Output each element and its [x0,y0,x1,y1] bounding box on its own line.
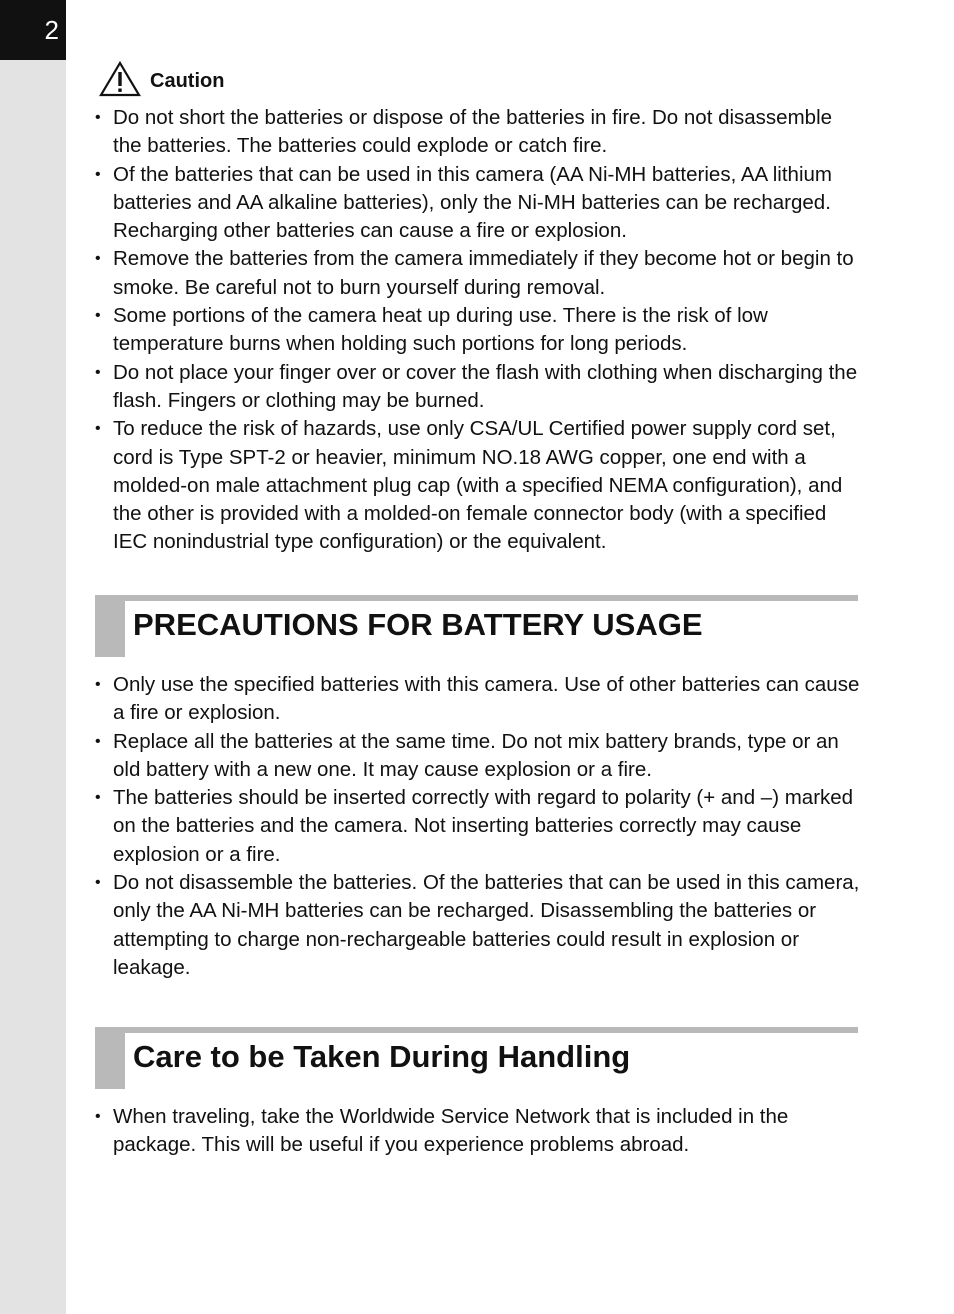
list-item: • The batteries should be inserted correctly with regard to polarity (+ and –) marked on the batteries and the camera. Not inserting batteries correctly may cause explosion or a fire. [95,784,865,869]
handling-list [95,1103,865,1160]
section-title: PRECAUTIONS FOR BATTERY USAGE [133,607,703,642]
list-item: • To reduce the risk of hazards, use only CSA/UL Certified power supply cord set, cord is Type SPT-2 or heavier, minimum NO.18 AWG copper, one end with a molded-on male attachment plug cap (with a specified NEMA configuration), and the other is provided with a molded-on female connector body (with a specified IEC nonindustrial type configuration) or the equivalent. [95,415,865,556]
warning-triangle-icon [99,61,141,97]
side-strip [0,0,66,1314]
list-item: • Do not disassemble the batteries. Of the batteries that can be used in this camera, only the AA Ni-MH batteries can be recharged. Disassembling the batteries or attempting to charge non-rechargeable batteries could result in explosion or leakage. [95,869,865,982]
list-item: • Do not short the batteries or dispose of the batteries in fire. Do not disassemble the batteries. The batteries could explode or catch fire. [95,104,865,161]
list-item: • Some portions of the camera heat up during use. There is the risk of low temperature burns when holding such portions for long periods. [95,302,865,359]
handling-section-header [95,1027,858,1089]
section-rule [125,595,858,601]
battery-list [95,671,865,982]
list-item: • Of the batteries that can be used in this camera (AA Ni-MH batteries, AA lithium batteries and AA alkaline batteries), only the Ni-MH batteries can be recharged. Recharging other batteries can cause a fire or explosion. [95,161,865,246]
section-marker [95,1027,125,1089]
battery-section-header [95,595,858,657]
caution-list [95,104,865,557]
page-number: 2 [0,0,66,60]
section-marker [95,595,125,657]
section-title: Care to be Taken During Handling [133,1039,631,1074]
list-item: • Replace all the batteries at the same time. Do not mix battery brands, type or an old battery with a new one. It may cause explosion or a fire. [95,728,865,785]
list-item: • When traveling, take the Worldwide Service Network that is included in the package. This will be useful if you experience problems abroad. [95,1103,865,1160]
caution-header [99,60,224,98]
section-rule [125,1027,858,1033]
caution-title: Caution [150,69,225,92]
list-item: • Only use the specified batteries with this camera. Use of other batteries can cause a fire or explosion. [95,671,865,728]
list-item: • Remove the batteries from the camera immediately if they become hot or begin to smoke. Be careful not to burn yourself during removal. [95,245,865,302]
list-item: • Do not place your finger over or cover the flash with clothing when discharging the flash. Fingers or clothing may be burned. [95,359,865,416]
